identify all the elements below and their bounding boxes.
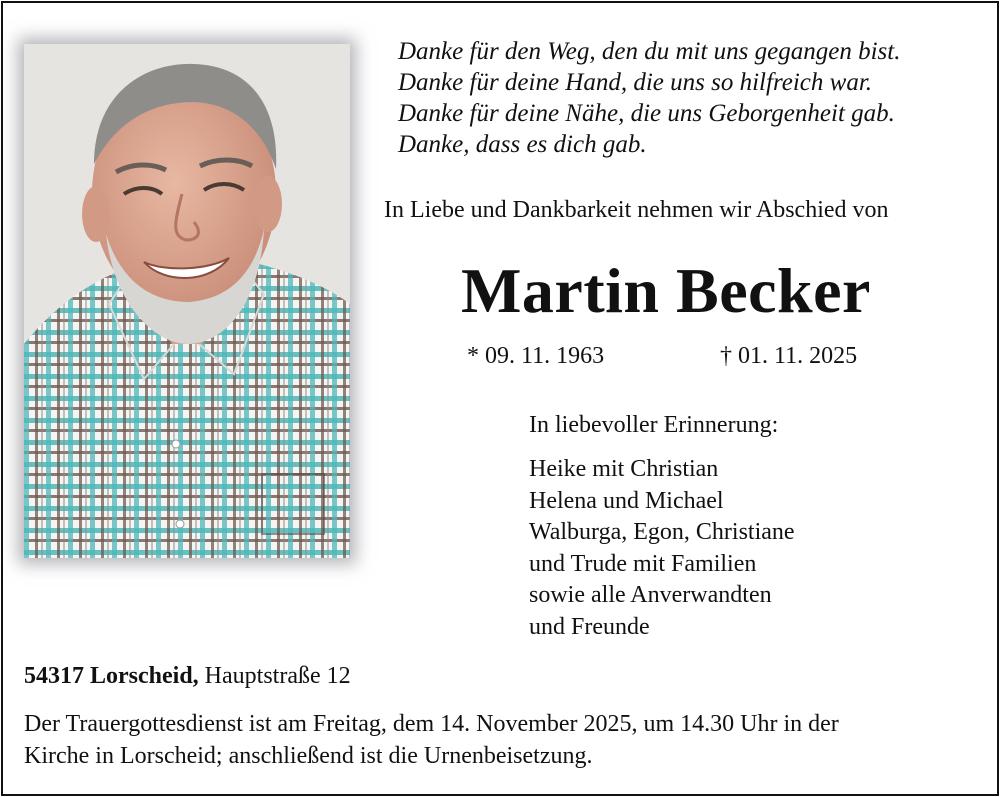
- poem-line: Danke für deine Nähe, die uns Geborgenheit gab.: [398, 100, 895, 127]
- mourner-line: und Freunde: [529, 613, 650, 640]
- portrait-photo: [24, 44, 350, 558]
- address: [24, 663, 351, 690]
- death-date: † 01. 11. 2025: [720, 343, 858, 369]
- mourner-line: und Trude mit Familien: [529, 550, 757, 577]
- poem-line: Danke, dass es dich gab.: [398, 131, 647, 158]
- mourner-line: Walburga, Egon, Christiane: [529, 519, 795, 546]
- memory-heading: In liebevoller Erinnerung:: [529, 412, 779, 438]
- farewell-intro: In Liebe und Dankbarkeit nehmen wir Abschied von: [384, 197, 889, 223]
- address-street: Hauptstraße 12: [204, 663, 351, 689]
- mourners-list: [529, 454, 795, 644]
- birth-date: * 09. 11. 1963: [467, 343, 605, 369]
- mourner-line: Helena und Michael: [529, 487, 724, 514]
- mourner-line: Heike mit Christian: [529, 456, 719, 482]
- address-place: 54317 Lorscheid,: [24, 663, 199, 689]
- deceased-name: Martin Becker: [461, 255, 871, 326]
- poem-line: Danke für deine Hand, die uns so hilfreich war.: [398, 69, 873, 96]
- poem: [398, 36, 900, 160]
- poem-line: Danke für den Weg, den du mit uns gegangen bist.: [398, 38, 901, 65]
- service-info: [24, 708, 839, 772]
- service-line: Kirche in Lorscheid; anschließend ist die Urnenbeisetzung.: [24, 743, 593, 769]
- mourner-line: sowie alle Anverwandten: [529, 582, 772, 609]
- service-line: Der Trauergottesdienst ist am Freitag, dem 14. November 2025, um 14.30 Uhr in der: [24, 711, 839, 737]
